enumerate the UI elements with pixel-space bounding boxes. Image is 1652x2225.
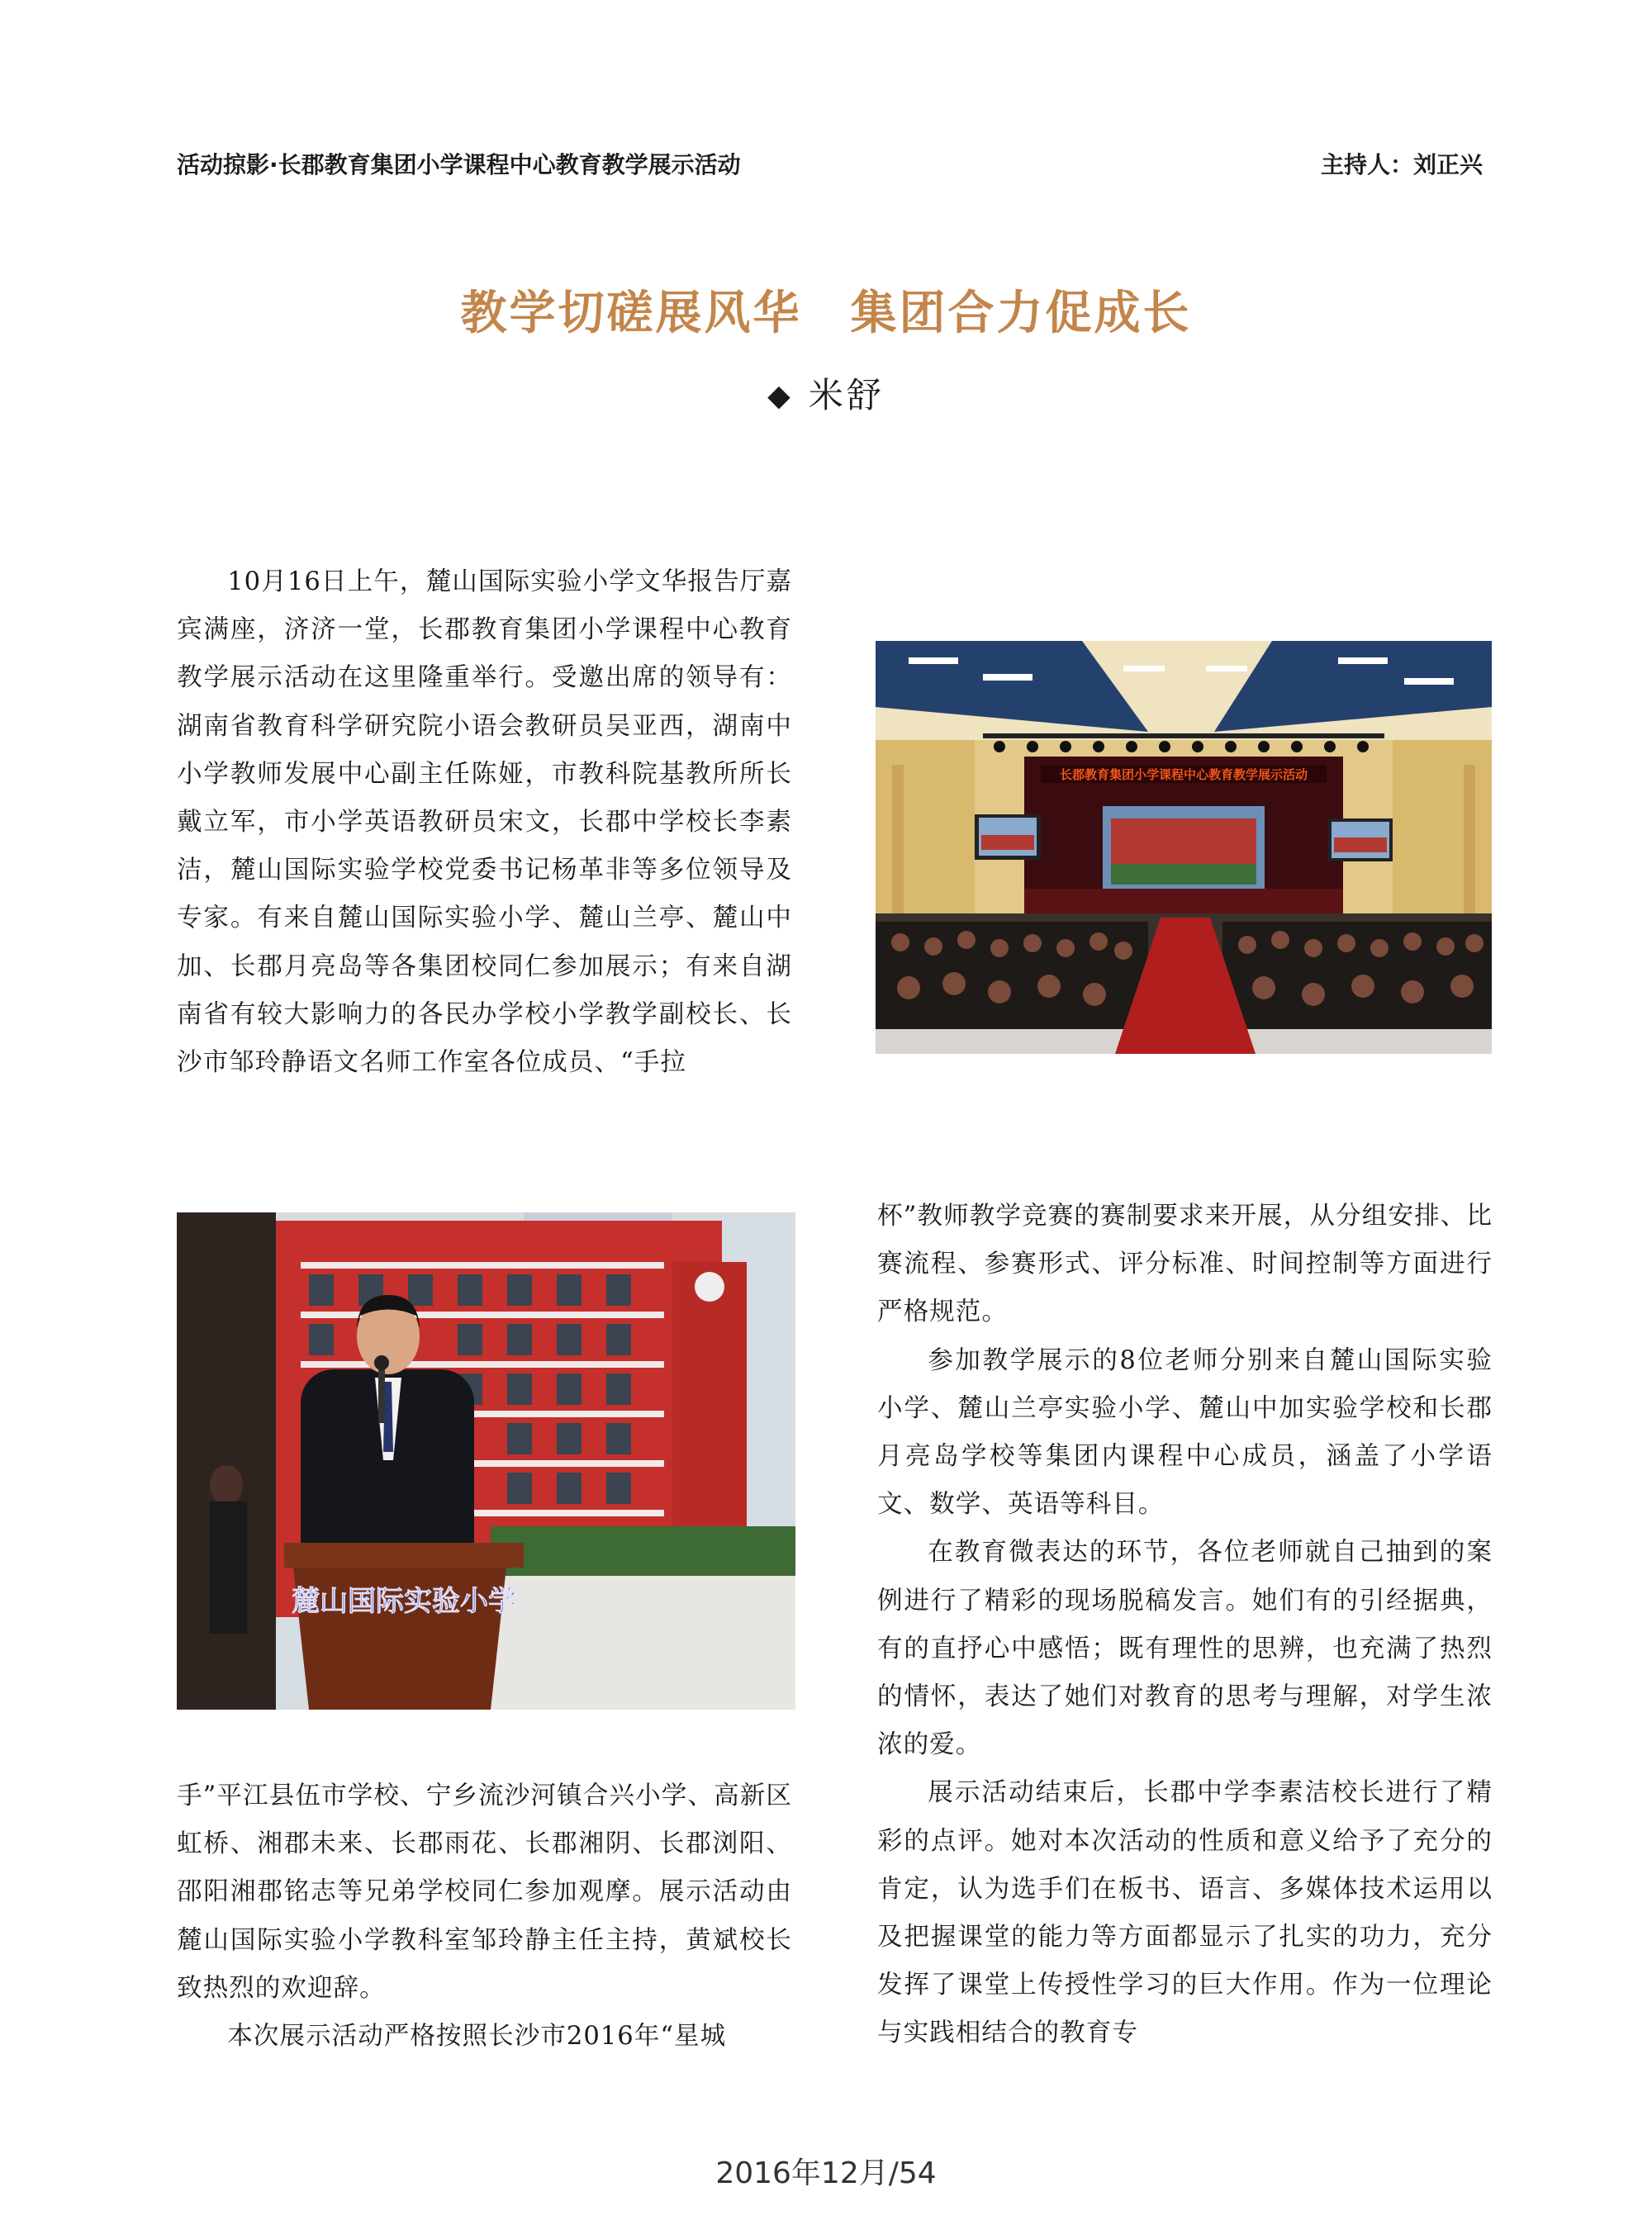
diamond-icon: ◆ bbox=[767, 379, 794, 413]
paragraph: 本次展示活动严格按照长沙市2016年“星城 bbox=[227, 2022, 727, 2052]
paragraph: 10月16日上午，麓山国际实验小学文华报告厅嘉宾满座，济济一堂，长郡教育集团小学课程中心教育教学展示活动在这里隆重举行。受邀出席的领导有：湖南省教育科学研究院小语会教研员吴亚西，湖南中小学教师发展中心副主任陈娅，市教科院基教所所长戴立军，市小学英语教研员宋文，长郡中学校长李素洁，麓山国际实验学校党委书记杨革非等多位领导及专家。有来自麓山国际实验小学、麓山兰亭、麓山中加、长郡月亮岛等各集团校同仁参加展示；有来自湖南省有较大影响力的各民办学校小学教学副校长、长沙市邹玲静语文名师工作室各位成员、“手拉 bbox=[177, 567, 792, 1078]
column-right bbox=[877, 1193, 1493, 2058]
host-label: 主持人：刘正兴 bbox=[1320, 151, 1483, 178]
page-footer: 2016年12月/54 bbox=[715, 2156, 937, 2190]
author-name: 米舒 bbox=[808, 375, 885, 415]
column-left-bottom bbox=[177, 1772, 792, 2061]
podium-text: 麓山国际实验小学 bbox=[292, 1585, 516, 1618]
paragraph: 手”平江县伍市学校、宁乡流沙河镇合兴小学、高新区虹桥、湘郡未来、长郡雨花、长郡湘阴、长郡浏阳、邵阳湘郡铭志等兄弟学校同仁参加观摩。展示活动由麓山国际实验小学教科室邹玲静主任主持，黄斌校长致热烈的欢迎辞。 bbox=[177, 1781, 792, 2003]
paragraph: 参加教学展示的8位老师分别来自麓山国际实验小学、麓山兰亭实验小学、麓山中加实验学校和长郡月亮岛学校等集团内课程中心成员，涵盖了小学语文、数学、英语等科目。 bbox=[877, 1345, 1493, 1520]
article-title: 教学切磋展风华 集团合力促成长 bbox=[460, 286, 1192, 340]
byline bbox=[0, 368, 1652, 418]
section-header: 活动掠影·长郡教育集团小学课程中心教育教学展示活动 bbox=[177, 151, 741, 178]
paragraph: 展示活动结束后，长郡中学李素洁校长进行了精彩的点评。她对本次活动的性质和意义给予了充分的肯定，认为选手们在板书、语言、多媒体技术运用以及把握课堂的能力等方面都显示了扎实的功力，充分发挥了课堂上传授性学习的巨大作用。作为一位理论与实践相结合的教育专 bbox=[877, 1778, 1493, 2048]
paragraph: 在教育微表达的环节，各位老师就自己抽到的案例进行了精彩的现场脱稿发言。她们有的引经据典，有的直抒心中感悟；既有理性的思辨，也充满了热烈的情怀，表达了她们对教育的思考与理解，对学生浓浓的爱。 bbox=[877, 1538, 1493, 1760]
paragraph: 杯”教师教学竞赛的赛制要求来开展，从分组安排、比赛流程、参赛形式、评分标准、时间控制等方面进行严格规范。 bbox=[877, 1202, 1493, 1327]
column-left-top bbox=[177, 558, 792, 1087]
photo-speaker bbox=[177, 1212, 795, 1710]
photo-auditorium bbox=[876, 641, 1492, 1054]
banner-text: 长郡教育集团小学课程中心教育教学展示活动 bbox=[1059, 767, 1308, 782]
